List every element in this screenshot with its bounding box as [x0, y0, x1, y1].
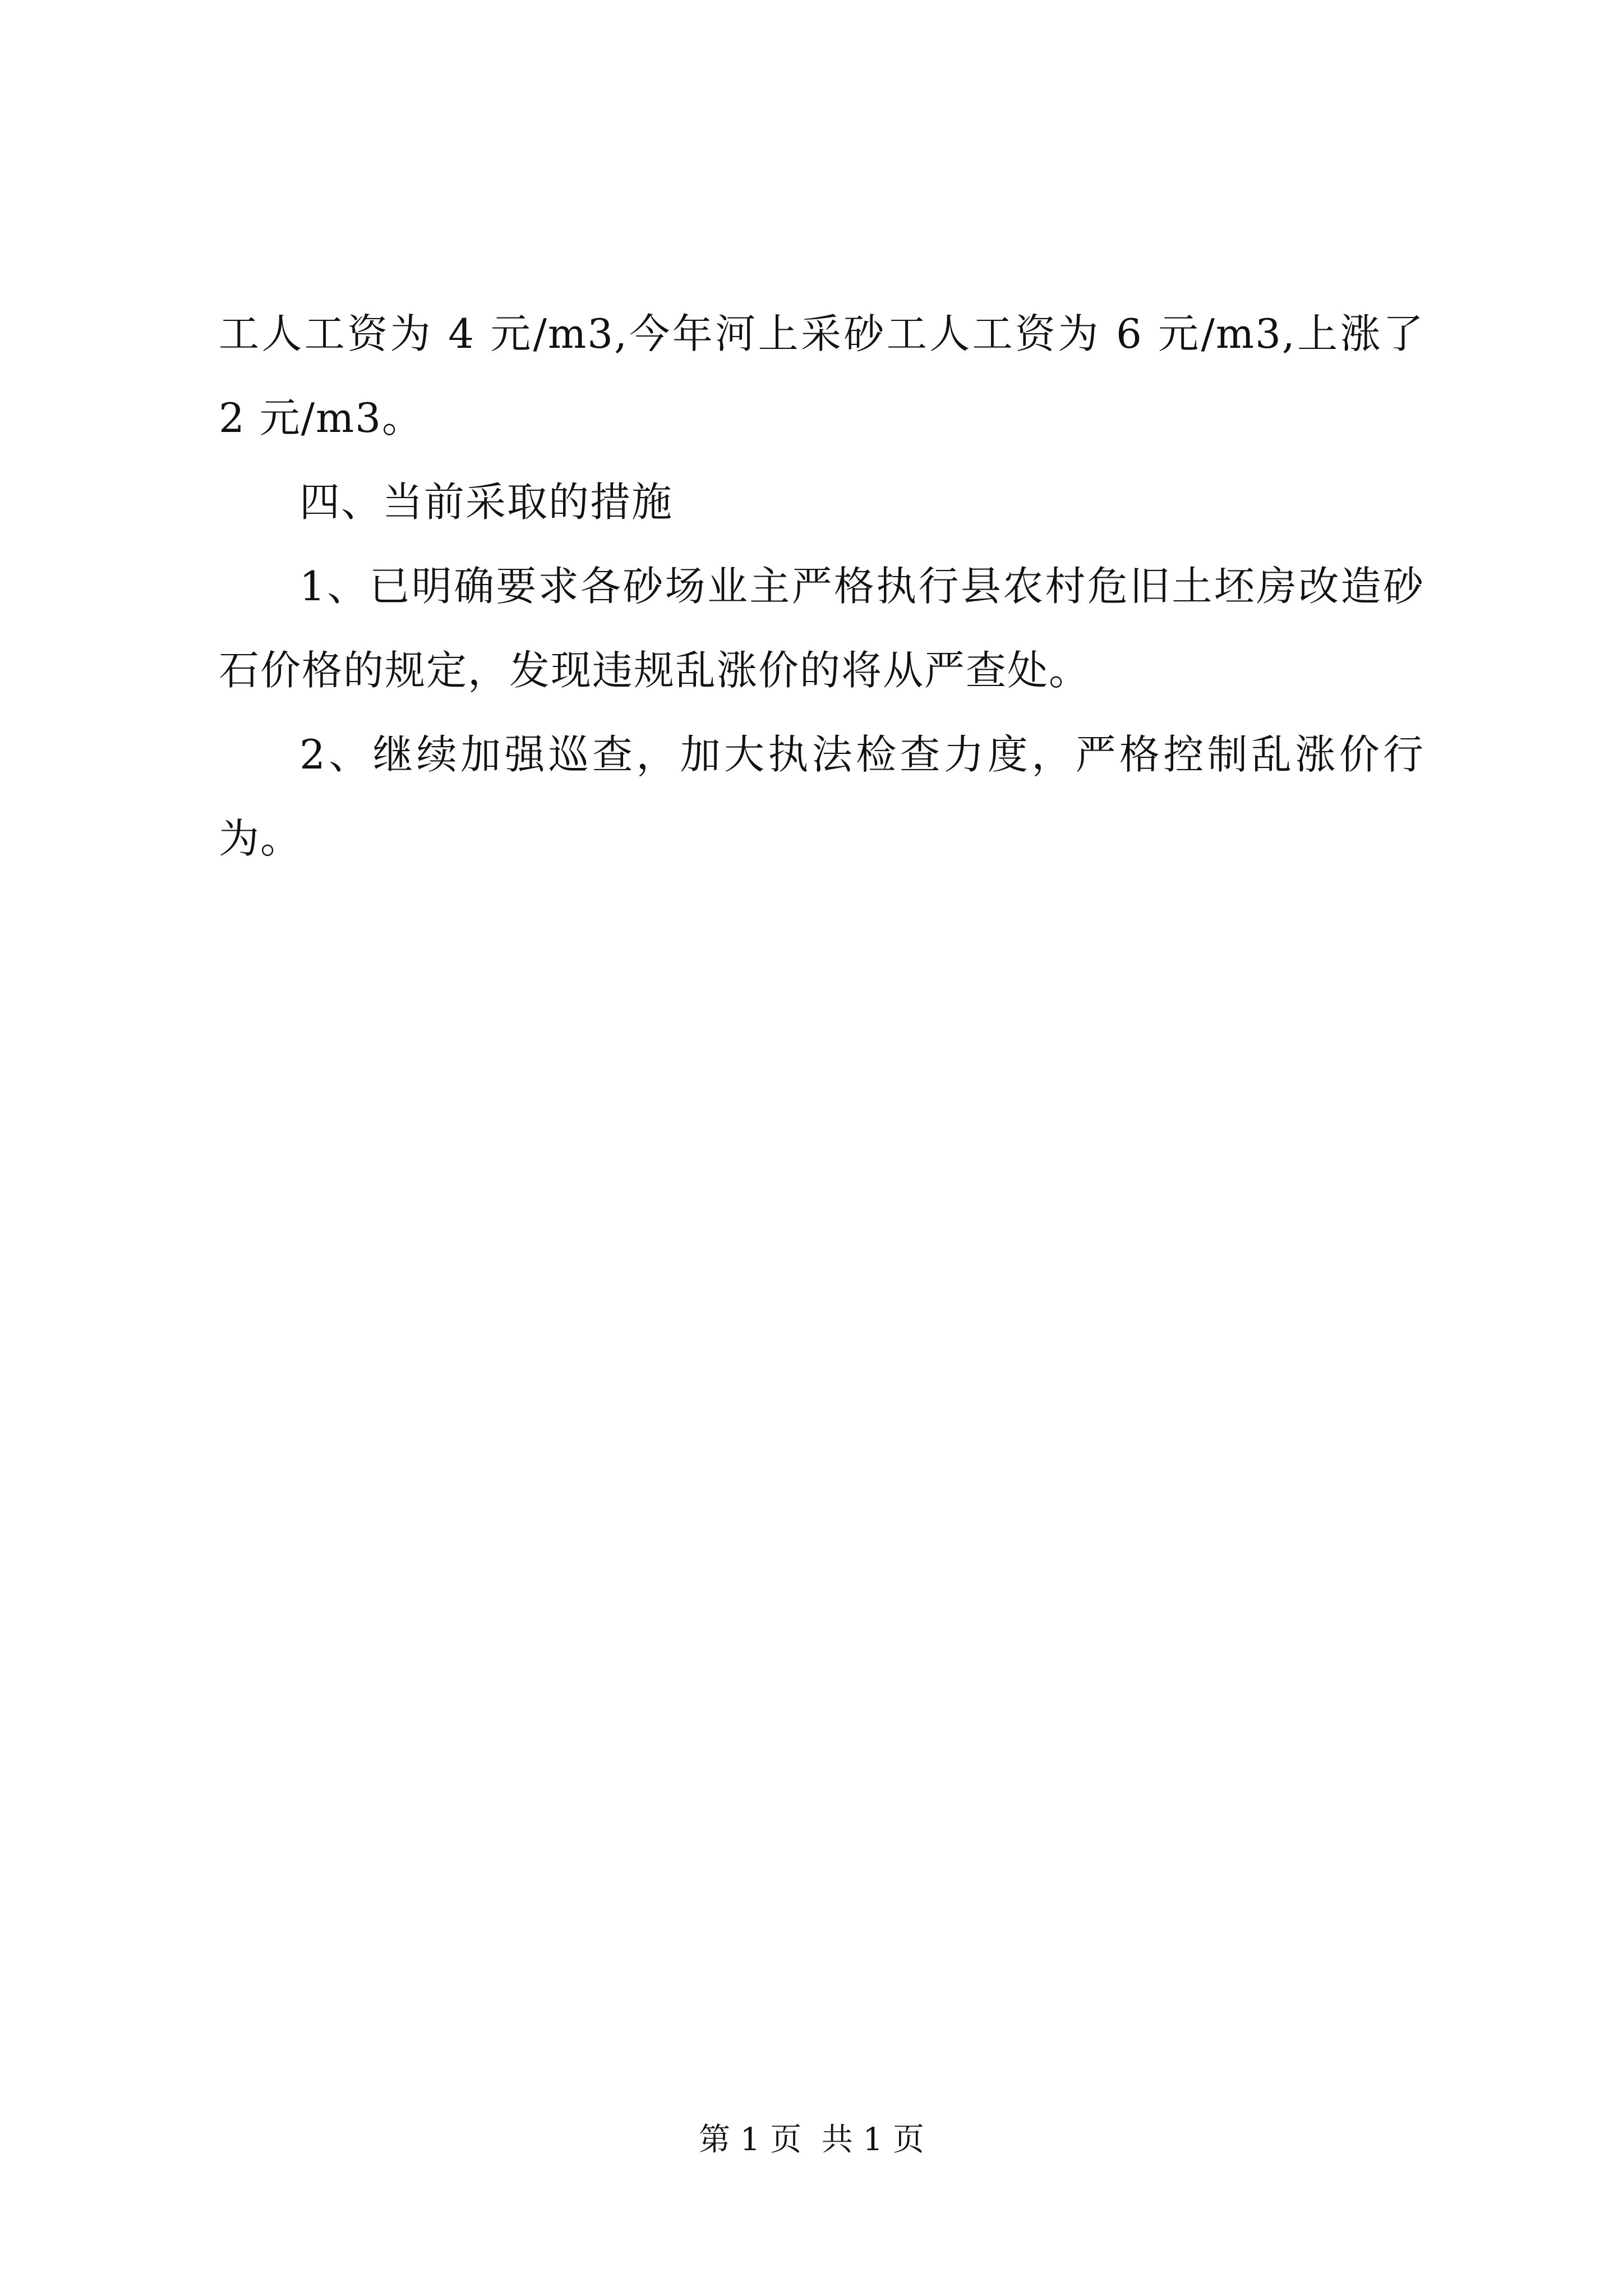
- paragraph-continuation: 工人工资为 4 元/m3,今年河上采砂工人工资为 6 元/m3,上涨了 2 元/m3。: [219, 310, 1424, 441]
- paragraph-measure-1: 1、已明确要求各砂场业主严格执行县农村危旧土坯房改造砂石价格的规定，发现违规乱涨价的将从严查处。: [219, 563, 1424, 694]
- page-footer: 第 1 页 共 1 页: [698, 2122, 925, 2158]
- paragraph-measure-2: 2、继续加强巡查，加大执法检查力度，严格控制乱涨价行为。: [219, 731, 1424, 862]
- document-body: [219, 292, 1424, 881]
- section-heading: 四、当前采取的措施: [299, 478, 674, 526]
